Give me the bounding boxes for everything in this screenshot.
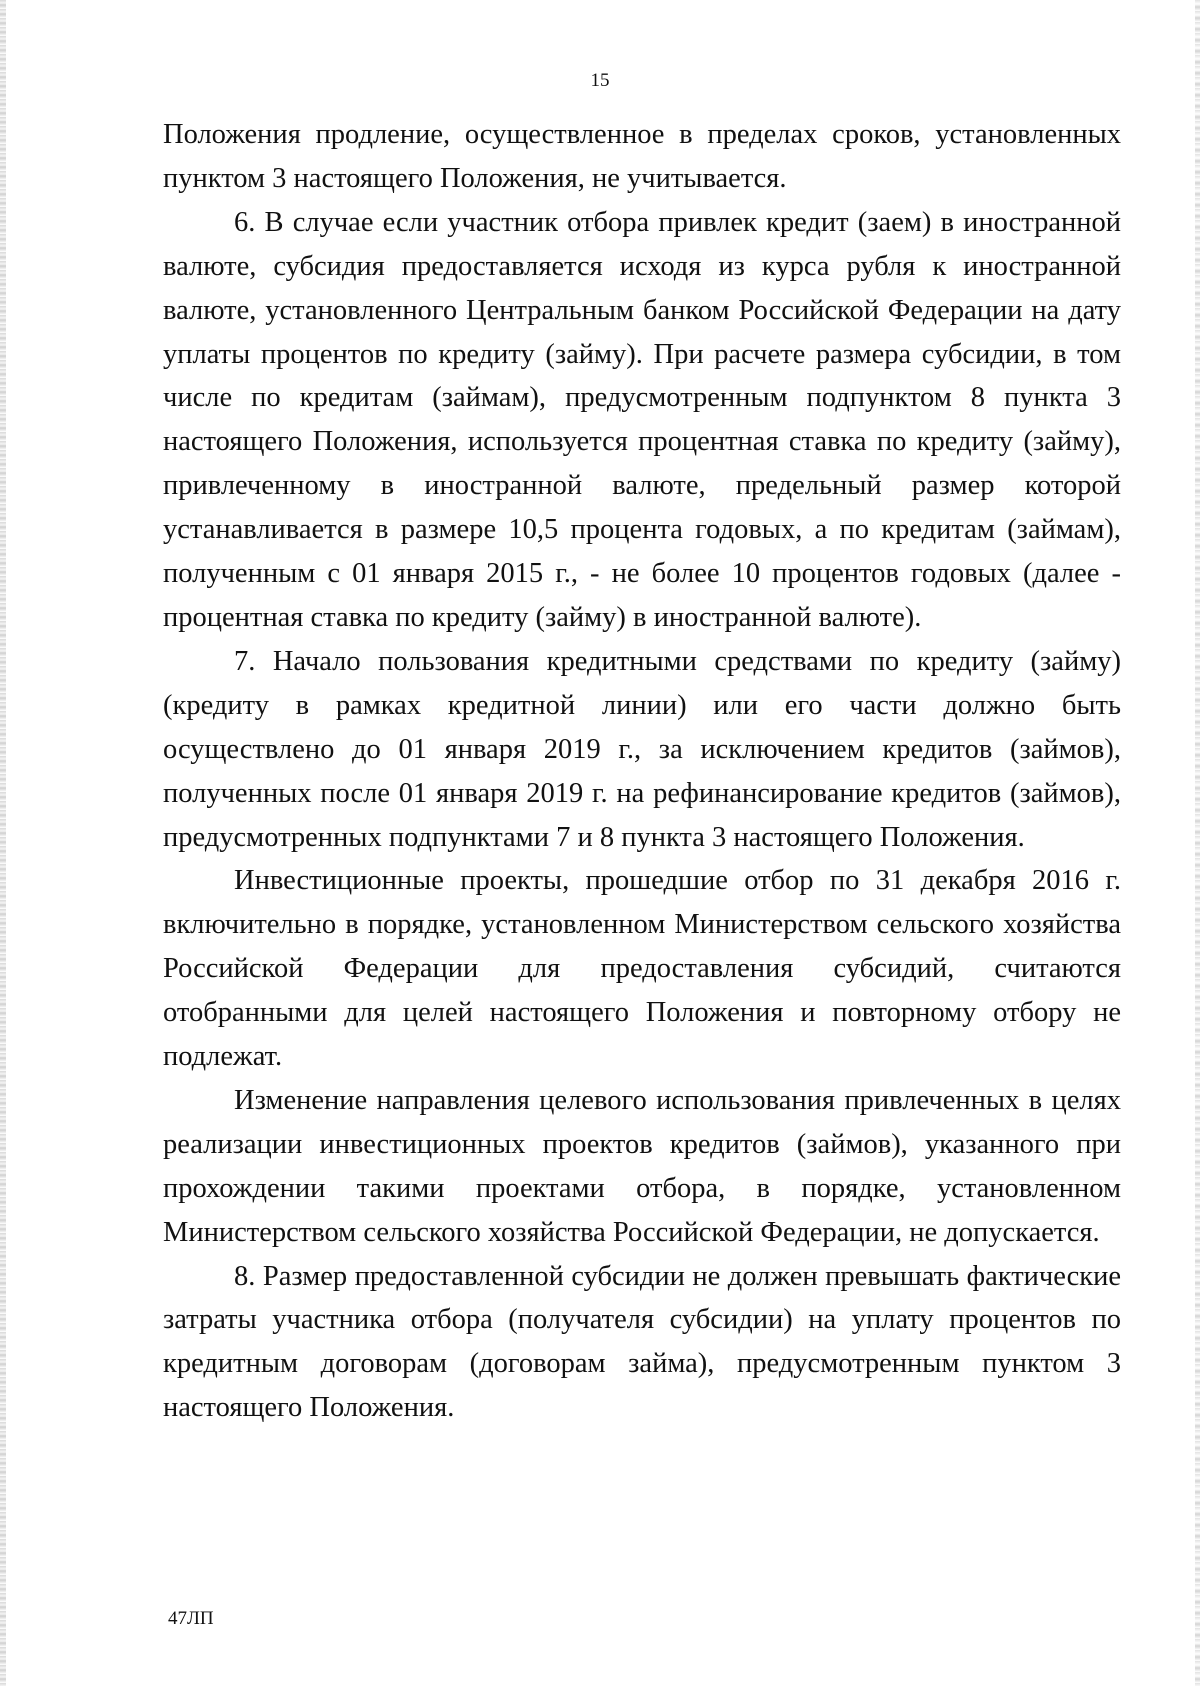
footer-document-code: 47ЛП — [168, 1608, 214, 1629]
paragraph-investment-projects: Инвестиционные проекты, прошедшие отбор по 31 декабря 2016 г. включительно в порядке, установленном Министерством сельского хозяйства Российской Федерации для предоставления субсидий, считаются отобранными для целей настоящего Положения и повторному отбору не подлежат. — [163, 865, 1121, 1073]
page-number: 15 — [590, 70, 610, 91]
scan-edge-left — [0, 0, 6, 1686]
paragraph-item-6: 6. В случае если участник отбора привлек кредит (заем) в иностранной валюте, субсидия предоставляется исходя из курса рубля к иностранной валюте, установленного Центральным банком Российской Федерации на дату уплаты процентов по кредиту (займу). При расчете размера субсидии, в том числе по кредитам (займам), предусмотренным подпунктом 8 пункта 3 настоящего Положения, используется процентная ставка по кредиту (займу), привлеченному в иностранной валюте, предельный размер которой устанавливается в размере 10,5 процента годовых, а по кредитам (займам), полученным с 01 января 2015 г., - не более 10 процентов годовых (далее - процентная ставка по кредиту (займу) в иностранной валюте). — [163, 206, 1121, 633]
paragraph-purpose-change: Изменение направления целевого использования привлеченных в целях реализации инвестиционных проектов кредитов (займов), указанного при прохождении такими проектами отбора, в порядке, установленном Министерством сельского хозяйства Российской Федерации, не допускается. — [163, 1084, 1121, 1248]
document-body — [163, 113, 1121, 1430]
paragraph-item-7: 7. Начало пользования кредитными средствами по кредиту (займу) (кредиту в рамках кредитной линии) или его части должно быть осуществлено до 01 января 2019 г., за исключением кредитов (займов), полученных после 01 января 2019 г. на рефинансирование кредитов (займов), предусмотренных подпунктами 7 и 8 пункта 3 настоящего Положения. — [163, 645, 1121, 853]
paragraph-continuation: Положения продление, осуществленное в пределах сроков, установленных пунктом 3 настоящего Положения, не учитывается. — [163, 119, 1121, 194]
paragraph-item-8: 8. Размер предоставленной субсидии не должен превышать фактические затраты участника отбора (получателя субсидии) на уплату процентов по кредитным договорам (договорам займа), предусмотренным пунктом 3 настоящего Положения. — [163, 1260, 1121, 1424]
scan-edge-right — [1195, 0, 1200, 1686]
